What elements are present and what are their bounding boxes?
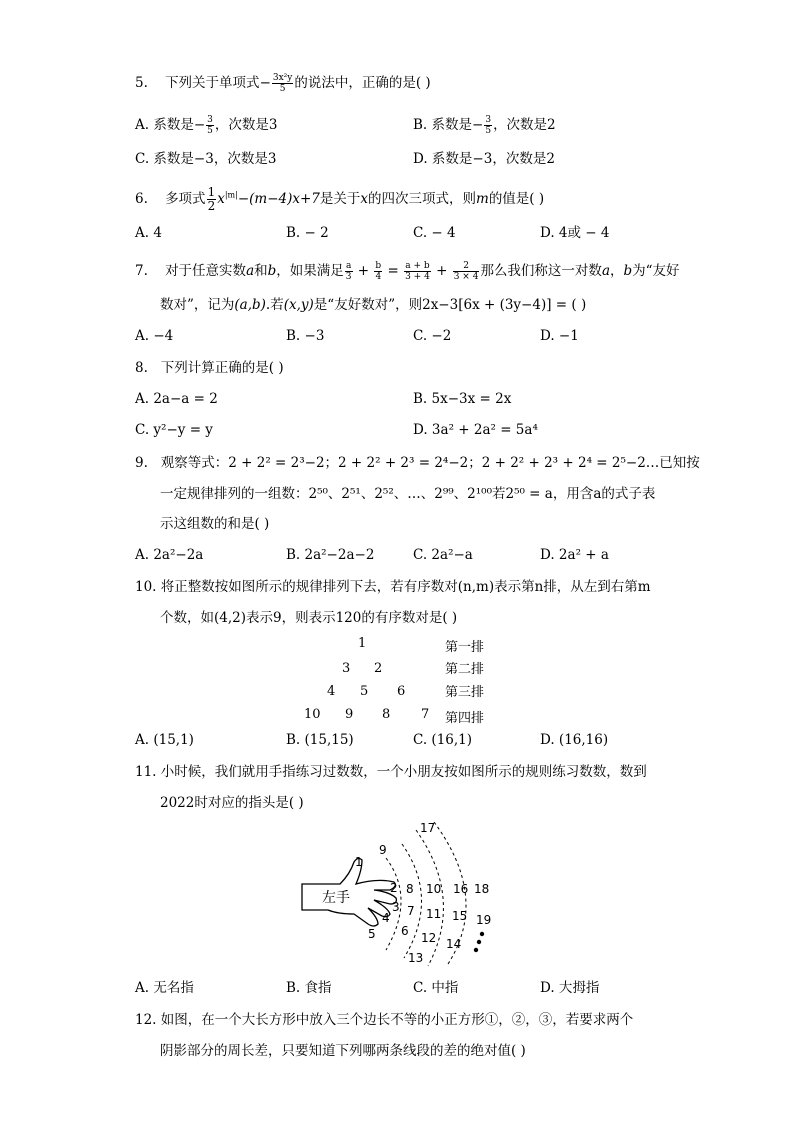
count-num: 14	[446, 937, 462, 951]
q11-option-b[interactable]: B. 食指	[286, 980, 332, 996]
q10-line2: 个数，如(4,2)表示9，则表示120的有序数对是( )	[160, 610, 458, 626]
q12-line2: 阴影部分的周长差，只要知道下列哪两条线段的差的绝对值( )	[160, 1043, 526, 1059]
q9-line3: 示这组数的和是( )	[160, 516, 270, 532]
count-num: 6	[401, 924, 409, 938]
q11-option-d[interactable]: D. 大拇指	[540, 980, 600, 996]
q5-number: 5.	[135, 75, 148, 91]
q9-option-a[interactable]: A. 2a²−2a	[135, 547, 204, 563]
count-num: 1	[355, 855, 363, 869]
q11-option-a[interactable]: A. 无名指	[135, 980, 194, 996]
q8-option-c[interactable]: C. y²−y = y	[135, 422, 213, 438]
q9-line2: 一定规律排列的一组数：2⁵⁰、2⁵¹、2⁵²、…、2⁹⁹、2¹⁰⁰若2⁵⁰ = a，用含a的式子表	[160, 486, 656, 502]
row-label: 第四排	[445, 711, 485, 726]
q11-option-c[interactable]: C. 中指	[413, 980, 459, 996]
tri-num: 6	[397, 684, 406, 699]
count-num: 19	[476, 913, 492, 927]
ellipsis-dot	[477, 940, 481, 944]
count-num: 12	[421, 931, 437, 945]
q7-option-a[interactable]: A. −4	[135, 328, 174, 344]
q8-option-a[interactable]: A. 2a−a = 2	[135, 391, 218, 407]
q6-stem: 6. 多项式 $\frac{1}{2}$ $x^{|m|}-(m-4)x+7$是关于x的四次三项式，则m的值是( )	[135, 185, 545, 213]
q8-stem: 8. 下列计算正确的是( )	[135, 360, 284, 376]
ellipsis-dot	[474, 948, 478, 952]
q5-stem: 5. 下列关于单项式− $\frac{\text{3x²y}}{5}$ 的说法中，正确的是( )	[135, 73, 431, 94]
q9-number: 9.	[135, 455, 148, 471]
count-num: 15	[452, 909, 468, 923]
q8-number: 8.	[135, 360, 148, 376]
count-num: 9	[379, 843, 387, 857]
q12-number: 12.	[135, 1012, 157, 1028]
q6-option-d[interactable]: D. 4或 − 4	[540, 225, 610, 241]
count-num: 7	[407, 904, 415, 918]
tri-num: 1	[358, 636, 367, 651]
q10-option-c[interactable]: C. (16,1)	[413, 732, 473, 748]
tri-num: 2	[374, 661, 383, 676]
count-num: 17	[420, 821, 436, 835]
q5-option-b[interactable]: B. 系数是− $\frac{3}{5}$ ，次数是2	[413, 115, 556, 136]
q9-option-d[interactable]: D. 2a² + a	[540, 547, 609, 563]
tri-num: 8	[382, 707, 391, 722]
q7-number: 7.	[135, 263, 148, 279]
row-label: 第一排	[445, 640, 485, 655]
count-num: 5	[368, 927, 376, 941]
q10-option-d[interactable]: D. (16,16)	[540, 732, 609, 748]
tri-num: 10	[304, 707, 321, 722]
tri-num: 5	[360, 684, 369, 699]
tri-num: 9	[345, 707, 354, 722]
tri-num: 3	[342, 661, 351, 676]
count-num: 16	[453, 882, 469, 896]
q6-option-c[interactable]: C. − 4	[413, 225, 456, 241]
row-label: 第三排	[445, 685, 485, 700]
q10-number: 10.	[135, 579, 157, 595]
q6-option-b[interactable]: B. − 2	[286, 225, 329, 241]
q7-option-b[interactable]: B. −3	[286, 328, 325, 344]
q5-fraction: $\frac{\text{3x²y}}{5}$	[272, 73, 293, 94]
count-num: 11	[426, 907, 442, 921]
ellipsis-dot	[480, 932, 484, 936]
hand-counting-figure	[298, 818, 518, 968]
count-num: 4	[382, 911, 390, 925]
q10-option-b[interactable]: B. (15,15)	[286, 732, 354, 748]
q6-number: 6.	[135, 191, 148, 207]
q7-line1: 7. 对于任意实数a和b，如果满足 $\frac{a}{3}$ + $\frac{b}{4}$ = $\frac{a + b}{3 + 4}$ + $\frac{2}{3 \times 4}$ 那么我们称这一对数a，b为“友好	[135, 261, 680, 282]
q9-option-c[interactable]: C. 2a²−a	[413, 547, 473, 563]
q8-option-d[interactable]: D. 3a² + 2a² = 5a⁴	[413, 422, 538, 438]
q9-option-b[interactable]: B. 2a²−2a−2	[286, 547, 375, 563]
q9-line1: 9. 观察等式：2 + 2² = 2³−2；2 + 2² + 2³ = 2⁴−2；2 + 2² + 2³ + 2⁴ = 2⁵−2…已知按	[135, 455, 700, 471]
q5-option-a[interactable]: A. 系数是− $\frac{3}{5}$ ，次数是3	[135, 115, 278, 136]
q7-option-d[interactable]: D. −1	[540, 328, 579, 344]
count-num: 18	[474, 882, 490, 896]
count-num: 2	[390, 881, 398, 895]
row-label: 第二排	[445, 662, 485, 677]
hand-label: 左手	[322, 890, 350, 906]
q11-line1: 11. 小时候，我们就用手指练习过数数，一个小朋友按如图所示的规则练习数数，数到	[135, 764, 647, 780]
count-num: 3	[392, 900, 400, 914]
q7-line2: 数对”，记为(a,b).若(x,y)是“友好数对”，则2x−3[6x + (3y−4)] = ( )	[160, 297, 587, 313]
q8-option-b[interactable]: B. 5x−3x = 2x	[413, 391, 512, 407]
count-num: 10	[426, 882, 442, 896]
q11-line2: 2022时对应的指头是( )	[160, 795, 304, 811]
q12-line1: 12. 如图，在一个大长方形中放入三个边长不等的小正方形①，②，③，若要求两个	[135, 1012, 634, 1028]
q7-option-c[interactable]: C. −2	[413, 328, 452, 344]
q5-option-d[interactable]: D. 系数是−3，次数是2	[413, 151, 555, 167]
count-num: 13	[408, 951, 424, 965]
q6-option-a[interactable]: A. 4	[135, 225, 162, 241]
q5-option-c[interactable]: C. 系数是−3，次数是3	[135, 151, 277, 167]
tri-num: 4	[327, 684, 336, 699]
count-num: 8	[406, 882, 414, 896]
q10-option-a[interactable]: A. (15,1)	[135, 732, 194, 748]
q11-number: 11.	[135, 764, 157, 780]
tri-num: 7	[421, 707, 430, 722]
q10-line1: 10. 将正整数按如图所示的规律排列下去，若有序数对(n,m)表示第n排，从左到右第m	[135, 579, 651, 595]
